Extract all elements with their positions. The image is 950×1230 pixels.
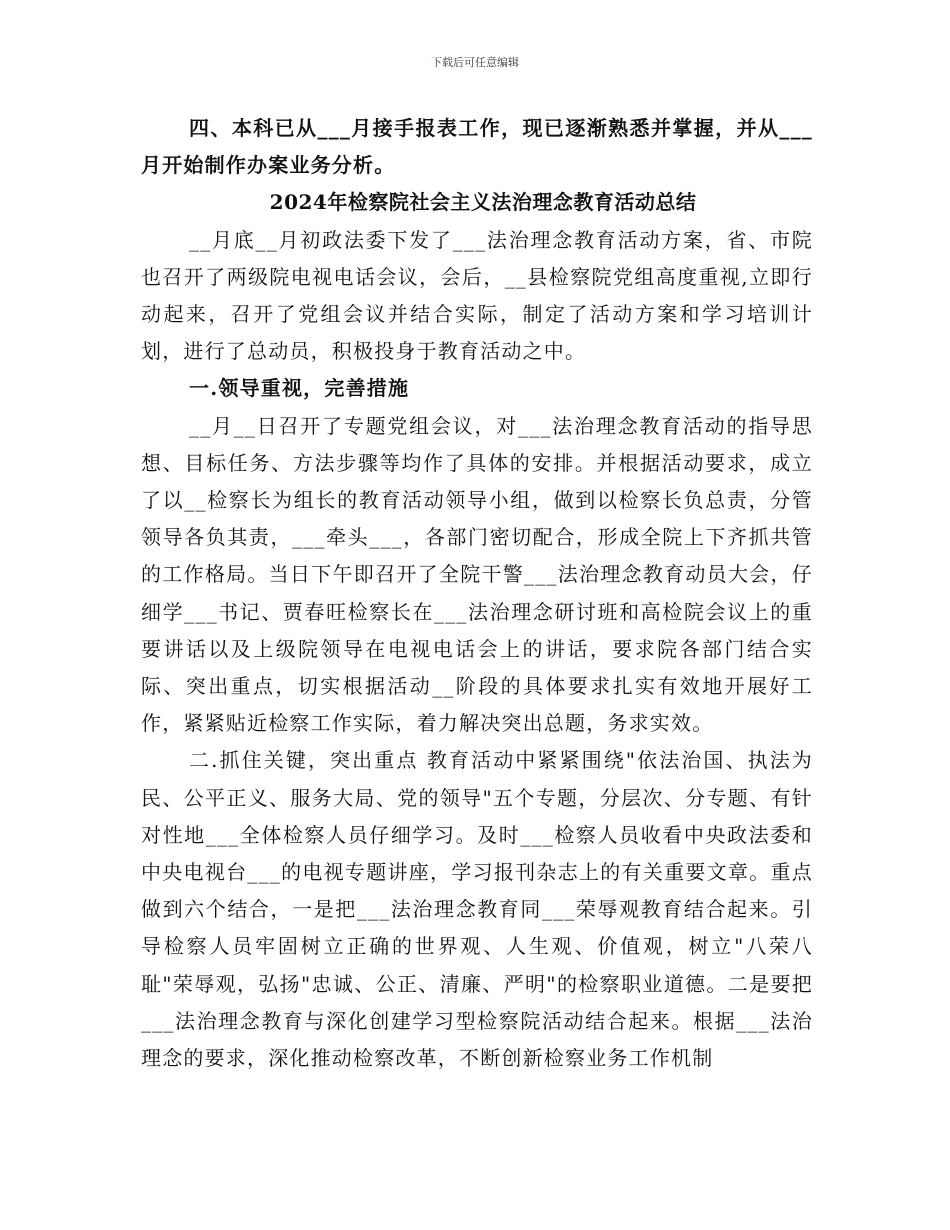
section-heading-one: 一.领导重视，完善措施 [189,376,410,401]
paragraph-intro: __月底__月初政法委下发了___法治理念教育活动方案，省、市院也召开了两级院电视电话会议，会后，__县检察院党组高度重视,立即行动起来，召开了党组会议并结合实际，制定了活动方案和学习培训计划，进行了总动员，积极投身于教育活动之中。 [141,227,813,364]
intro-item-four: 四、本科已从___月接手报表工作，现已逐渐熟悉并掌握，并从___月开始制作办案业务分析。 [141,116,813,178]
paragraph-section-two: 二.抓住关键，突出重点 教育活动中紧紧围绕"依法治国、执法为民、公平正义、服务大局、党的领导"五个专题，分层次、分专题、有针对性地___全体检察人员仔细学习。及时___检察人员收看中央政法委和中央电视台___的电视专题讲座，学习报刊杂志上的有关重要文章。重点做到六个结合，一是把___法治理念教育同___荣辱观教育结合起来。引导检察人员牢固树立正确的世界观、人生观、价值观，树立"八荣八耻"荣辱观，弘扬"忠诚、公正、清廉、严明"的检察职业道德。二是要把___法治理念教育与深化创建学习型检察院活动结合起来。根据___法治理念的要求，深化推动检察改革，不断创新检察业务工作机制 [141,748,813,1071]
document-body [141,110,813,1077]
paragraph-section-one: __月__日召开了专题党组会议，对___法治理念教育活动的指导思想、目标任务、方法步骤等均作了具体的安排。并根据活动要求，成立了以__检察长为组长的教育活动领导小组，做到以检察长负总责，分管领导各负其责，___牵头___，各部门密切配合，形成全院上下齐抓共管的工作格局。当日下午即召开了全院干警___法治理念教育动员大会，仔细学___书记、贾春旺检察长在___法治理念研讨班和高检院会议上的重要讲话以及上级院领导在电视电话会上的讲话，要求院各部门结合实际、突出重点，切实根据活动__阶段的具体要求扎实有效地开展好工作，紧紧贴近检察工作实际，着力解决突出总题，务求实效。 [141,413,813,736]
page-header-note: 下载后可任意编辑 [431,56,519,69]
document-title: 2024年检察院社会主义法治理念教育活动总结 [269,190,697,215]
